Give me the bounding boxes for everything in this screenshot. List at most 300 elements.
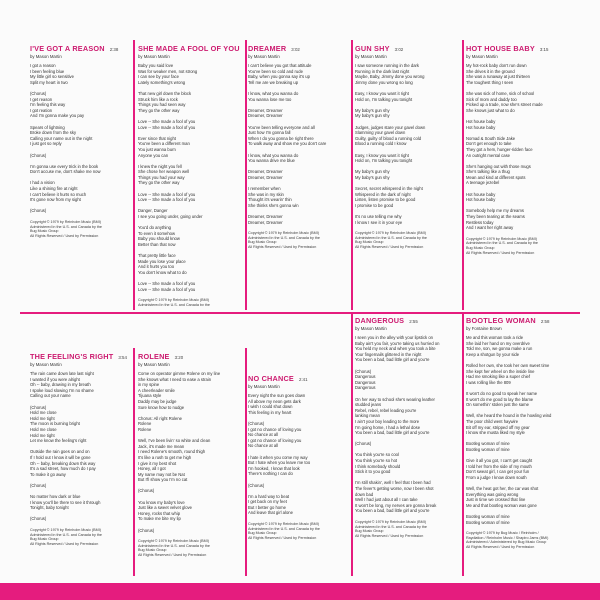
lyric-line: I had a vision: [30, 180, 55, 186]
lyric-line: The moon is burning bright: [30, 421, 80, 427]
lyric-line: Stick it to you good: [355, 469, 391, 475]
lyric-line: Hot house baby: [466, 197, 496, 203]
column-divider: [462, 40, 464, 310]
lyrics: [138, 63, 243, 292]
lyric-line: You'd do anything: [138, 225, 172, 231]
lyric-line: (Chorus): [30, 90, 47, 96]
song-bootleg-woman: [466, 316, 578, 580]
lyric-line: But I'll show you I'm no cat: [138, 477, 188, 483]
lyric-line: I told her from the side of my mouth: [466, 463, 532, 469]
lyric-line: My hot-rock baby don't run down: [466, 63, 527, 68]
lyric-line: Hold on, I'm talking you tonight: [355, 96, 413, 102]
lyric-line: Dreamer, Dreamer: [248, 169, 283, 175]
lyric-line: Well I had just about all I can take: [355, 497, 418, 503]
credit-line: All Rights Reserved / Used by Permission: [248, 245, 317, 249]
lyrics: [30, 371, 130, 522]
credit-line: Administered in the U.S. and Canada by the: [355, 235, 427, 240]
copyright-notice: [248, 231, 348, 249]
column-divider: [351, 314, 353, 576]
lyric-line: Told me, son, we gonna make a run: [466, 346, 533, 352]
lyric-line: I hate it when you come my way: [248, 454, 308, 460]
lyric-line: Nomad & South Side Jake: [466, 135, 516, 141]
lyric-line: Rolled her own, she took her own sweet time: [466, 362, 550, 368]
song-duration: 2:38: [109, 47, 119, 52]
lyric-line: down bad: [355, 491, 374, 497]
lyric-line: I'm feeling this way: [30, 102, 66, 108]
lyric-line: She's talking like a thug: [466, 169, 510, 175]
lyric-line: Love -- She made a fool of you: [138, 191, 196, 197]
lyric-line: Love -- She made a fool of you: [138, 197, 196, 203]
lyric-line: They got a hem, hunger-ridden face: [466, 146, 533, 152]
lyric-line: Outside the rain goes on and on: [30, 449, 90, 455]
song-title: NO CHANCE: [248, 374, 294, 383]
lyrics: [355, 63, 459, 225]
lyric-line: Rolene: [138, 426, 152, 432]
lyric-line: She chose her weapon well: [138, 169, 190, 175]
song-duration: 3:15: [539, 47, 549, 52]
lyric-line: I know, what you wanna do: [248, 152, 299, 158]
lyric-line: Dangerous: [355, 374, 376, 380]
lyric-line: Made you lose your place: [138, 258, 186, 264]
lyric-line: Somebody help me my dreams: [466, 208, 524, 214]
lyric-line: Don't sweat girl, I can get your fun: [466, 469, 530, 475]
lyric-line: You know my baby's love: [138, 499, 185, 505]
lyric-line: I got reation: [30, 107, 53, 113]
lyric-line: Chorus: All right Rolene: [138, 415, 182, 421]
lyric-line: Had me smoking like a super chief: [466, 374, 531, 380]
lyric-line: Sick of mom and daddy too: [466, 96, 517, 102]
lyric-line: I know you'll be there to see it through: [30, 499, 101, 505]
lyric-line: Dreamer, Dreamer: [248, 214, 283, 220]
lyric-line: Every night the sun goes down: [248, 393, 306, 398]
song-dreamer: [248, 44, 348, 306]
copyright-notice: [466, 531, 578, 549]
lyric-line: Come on operator gimme Rolene on my line: [138, 371, 221, 376]
lyric-line: She laid her hand on my overdrive: [466, 340, 530, 346]
lyric-line: She was in my skin: [248, 191, 284, 197]
lyric-line: She knows just what to do: [466, 107, 515, 113]
lyric-line: You've been so cold and rude: [248, 68, 303, 74]
lyric-line: Jimmy done you wrong so long: [355, 79, 413, 85]
lyric-line: Dreamer, Dreamer: [248, 107, 283, 113]
lyric-line: It won't do me good to lay the blame: [466, 396, 534, 402]
lyric-line: Judges, judges stare your gavel down: [355, 124, 426, 130]
song-writer: by Mason Martin: [30, 362, 62, 367]
credit-line: Copyright © 1979 by Reinholm Music (BMI): [248, 231, 319, 236]
credit-line: Copyright © 1979 by Reinholm Music (BMI): [138, 539, 209, 544]
column-divider: [462, 314, 464, 576]
song-writer: by Mason Martin: [355, 54, 387, 59]
lyric-line: Hold on, I'm talking you tonight: [355, 158, 413, 164]
lyric-line: It's a sad street, how much do I pay: [30, 466, 96, 472]
lyrics: [248, 393, 348, 516]
lyric-line: To make me bite my lip: [138, 516, 181, 522]
song-writer: by Mason Martin: [138, 362, 170, 367]
song-title: SHE MADE A FOOL OF YOU: [138, 44, 240, 53]
lyric-line: Hot house baby: [466, 191, 496, 197]
song-writer: by Mason Martin: [355, 326, 387, 331]
lyric-line: Tell me are we breaking up: [248, 79, 299, 85]
song-writer: by Mason Martin: [466, 54, 498, 59]
lyric-line: And leave that girl alone: [248, 510, 293, 516]
copyright-notice: [138, 539, 243, 557]
lyric-line: Baby you said love: [138, 63, 174, 68]
lyric-line: Restless today: [466, 219, 494, 225]
song-writer: by Mason Martin: [248, 54, 280, 59]
lyric-line: Oh -- baby, breaking down this way: [30, 460, 96, 466]
credit-line: All Rights Reserved / Used by Permission: [30, 541, 99, 546]
lyric-line: Dangerous: [355, 379, 376, 385]
lyric-line: You been a bad, bad little girl and you're: [355, 508, 430, 514]
credit-line: Bug Music Group: [30, 229, 59, 234]
lyric-line: Bootleg woman of mine: [466, 446, 510, 452]
lyric-line: Danger, Danger: [138, 208, 168, 214]
lyric-line: To even it somehow: [138, 230, 176, 236]
lyric-line: Dreamer, Dreamer: [248, 113, 283, 119]
lyric-line: (Chorus): [30, 404, 47, 410]
song-dangerous: [355, 316, 459, 580]
row-divider: [20, 312, 580, 314]
credit-line: Bug Music Group: [30, 537, 59, 542]
lyric-line: I see you going under, going under: [138, 214, 203, 220]
lyric-line: Rolene: [138, 421, 152, 427]
lyric-line: Bit off my ear, stripped off my gear: [466, 424, 530, 430]
credit-line: All Rights Reserved / Used by Permission: [248, 535, 317, 540]
credit-line: Bug Music Group: [466, 246, 495, 250]
lyric-line: Thought it's wearin' thin: [248, 197, 292, 203]
lyric-line: (Chorus): [355, 368, 372, 374]
lyric-line: The fever's getting worse, now I been shot: [355, 486, 434, 492]
lyric-line: You wanna drive me blue: [248, 158, 295, 164]
lyric-line: I know she musta liked my style: [466, 430, 525, 436]
credit-line: Administered in the U.S. and Canada by the: [248, 526, 320, 531]
credit-line: All Rights Reserved / Used by Permission: [30, 233, 99, 238]
column-divider: [351, 40, 353, 310]
lyric-line: When I do you gonna be right there: [248, 135, 314, 141]
credit-line: Copyright © 1979 by Reinholm Music (BMI): [138, 298, 209, 303]
lyric-line: (Chorus): [248, 420, 265, 426]
copyright-notice: [355, 520, 459, 538]
lyric-line: Things you had seen way: [138, 102, 186, 108]
lyric-line: Listen, listen promise to be good: [355, 197, 416, 203]
lyric-line: Split my heart in two: [30, 79, 68, 85]
song-hot-house-baby: [466, 44, 576, 306]
credit-line: Bug Music Group: [355, 529, 384, 534]
copyright-notice: [248, 522, 348, 540]
lyric-line: My little girl so sensitive: [30, 74, 74, 80]
song-duration: 2:41: [299, 377, 308, 382]
lyric-line: Hold me close: [30, 410, 57, 416]
lyric-line: I know I see it in your eye: [355, 219, 403, 225]
lyric-line: Daddy may be judge: [138, 398, 177, 404]
lyric-line: You think you're so cool: [355, 452, 399, 458]
lyric-line: Struck him like a rock: [138, 96, 178, 102]
lyric-line: Love -- She made a fool of you: [138, 281, 196, 287]
lyric-line: Baby you should know: [138, 236, 180, 242]
lyric-line: It won't do no good to speak her name: [466, 390, 538, 396]
lyric-line: Baby ain't you fair, you're taking us hurried on: [355, 340, 440, 346]
lyric-line: lanking mean: [355, 413, 380, 419]
song-no-chance: [248, 374, 348, 580]
lyric-line: (Chorus): [30, 152, 47, 158]
song-title: ROLENE: [138, 352, 170, 361]
lyric-line: I can see by your face: [138, 74, 179, 80]
lyric-line: I got no chance of loving you: [248, 426, 302, 432]
lyric-line: Rebel, rebel, rebel leading you're: [355, 407, 417, 413]
lyric-line: I wish I could shut down: [248, 404, 293, 410]
lyric-line: Maybe, Baby, Jimmy done you wrong: [355, 74, 425, 80]
credit-line: All Rights Reserved / Used by Permission: [466, 544, 535, 549]
lyric-line: Let me know the feeling's right: [30, 438, 87, 444]
song-duration: 3:02: [291, 47, 300, 52]
credit-line: Administered in the U.S. and Canada by the: [138, 302, 210, 306]
lyric-line: A cheerleader smile: [138, 387, 175, 393]
lyric-line: She knows what I need to ease a strain: [138, 376, 212, 382]
lyric-line: I need Rolene's smooth, round thigh: [138, 449, 206, 455]
song-title: BOOTLEG WOMAN: [466, 316, 536, 325]
credit-line: Copyright © 1979 by Reinholm Music (BMI): [30, 220, 101, 225]
lyric-line: Calling out your name: [30, 393, 71, 399]
credit-line: Administered in the U.S. and Canada by the: [30, 532, 102, 537]
lyric-line: She was a runaway at just thirteen: [466, 74, 531, 80]
lyric-line: in my spine: [138, 382, 160, 388]
credit-line: Copyright © 1979 by Reinholm Music (BMI): [466, 236, 537, 241]
lyric-line: Like a shining fire at night: [30, 186, 78, 192]
lyric-line: You been a bad, bad little girl and you're: [355, 357, 430, 363]
lyric-line: But I better go home: [248, 504, 286, 510]
lyric-line: If I hold out I know it will be gone: [30, 454, 91, 460]
lyric-line: Picked up a trade, now she's street made: [466, 102, 543, 108]
copyright-notice: [138, 298, 243, 306]
credit-line: All Rights Reserved / Used by Permission: [355, 533, 424, 538]
lyrics: [466, 63, 576, 231]
lyric-line: You think you're so hot: [355, 458, 398, 464]
credit-line: Administered in the U.S. and Canada by the: [138, 543, 210, 548]
lyric-line: Blood a running cold I know: [355, 141, 407, 147]
lyric-line: They go the other way: [138, 107, 180, 113]
lyric-line: The poor child went haywire: [466, 418, 519, 424]
lyric-line: I remember when: [248, 186, 281, 192]
credit-line: Copyright © 1979 by Reinholm Music (BMI): [355, 520, 426, 524]
lyric-line: Things you had your way: [138, 174, 185, 180]
lyric-line: Hold me tight: [30, 415, 55, 421]
lyric-line: Guilty, guilty of blood a running cold: [355, 135, 422, 141]
lyric-line: Don't get enough to take: [466, 141, 512, 147]
column-divider: [133, 348, 135, 576]
lyric-line: Whispered in the dark of night: [355, 191, 411, 197]
lyric-line: I been feeling blue: [30, 68, 65, 74]
lyric-line: It won't be long, my nerves are gonna break: [355, 502, 437, 508]
lyric-line: Bootleg woman of mine: [466, 514, 510, 519]
credit-line: Administered in the U.S. and Canada by the: [30, 224, 102, 229]
lyric-line: I give it my best shot: [138, 460, 177, 466]
lyric-line: You've been a different man: [138, 141, 190, 147]
lyric-line: (Chorus): [30, 482, 47, 488]
lyric-line: She drives it in the ground: [466, 68, 515, 74]
lyric-line: Calling your name out in the night: [30, 135, 93, 141]
song-title: I'VE GOT A REASON: [30, 44, 105, 53]
lyric-line: That new girl down the block: [138, 90, 192, 96]
credit-line: Administered / Administered by Bug Music Group: [466, 540, 547, 545]
credit-line: Administered in the U.S. and Canada by the: [248, 235, 320, 240]
lyric-line: Love -- She made a fool of you: [138, 124, 196, 130]
lyric-line: My name may not be Nat: [138, 471, 185, 477]
lyric-line: Tonight, baby tonight: [30, 505, 69, 511]
lyric-line: I spoke loud slowing I'm no shame: [30, 387, 94, 393]
lyric-line: Love -- She made a fool of you: [138, 118, 196, 124]
lyric-line: All above my neon gets dark: [248, 398, 301, 404]
lyric-line: I knew the night you fell: [138, 163, 182, 169]
lyric-line: I promise to be good: [355, 202, 394, 208]
song-writer: by Mason Martin: [248, 384, 280, 389]
lyric-line: (Chorus): [138, 527, 155, 533]
lyric-line: I ain't your boy leading to the more: [355, 418, 420, 424]
lyric-line: And I want her right away: [466, 225, 514, 231]
credit-line: Administered in the U.S. and Canada by the: [466, 241, 538, 246]
lyric-line: No chance at all: [248, 432, 279, 438]
lyric-line: I'm gonna use every trick in the book: [30, 163, 99, 169]
bottom-band: [0, 583, 600, 600]
lyric-line: Bootleg woman of mine: [466, 441, 510, 447]
lyric-line: The rain came down late last night: [30, 371, 94, 376]
lyric-line: I can't believe you got that attitude: [248, 63, 312, 68]
lyric-line: I think somebody should: [355, 463, 401, 469]
lyrics: [138, 371, 243, 533]
lyric-line: Hold me tight: [30, 432, 55, 438]
lyric-line: You just wanna burn: [138, 146, 176, 152]
lyrics: [248, 63, 348, 225]
lyric-line: Better than that now: [138, 242, 176, 247]
lyric-line: The toughest thing I seen: [466, 79, 514, 85]
lyric-line: You been a bad, bad little girl and you're: [355, 430, 430, 436]
lyric-line: My baby's gun shy: [355, 113, 390, 119]
credit-line: Administered in the U.S. and Canada by the: [355, 524, 427, 529]
credit-line: Bug Music Group: [138, 548, 167, 553]
lyric-line: Just in time we crossed that line: [466, 497, 526, 503]
lyric-line: Secret, secret whispered in the night: [355, 186, 423, 192]
lyric-line: I'm going home, I had a lethal dose: [355, 424, 421, 430]
lyric-line: Your fingernails glittered in the night: [355, 351, 422, 357]
song-duration: 3:02: [394, 47, 404, 52]
lyric-line: I'm hooked, I know that look: [248, 465, 300, 471]
lyric-line: Broke down from the sky: [30, 130, 77, 136]
lyric-line: An outright mental case: [466, 152, 510, 158]
lyric-line: (Chorus): [30, 516, 47, 522]
lyric-line: Dreamer, Dreamer: [248, 219, 283, 225]
copyright-notice: [355, 231, 459, 249]
lyric-line: A teenage jezebel: [466, 180, 500, 186]
lyric-line: But I hate when you leave me too: [248, 460, 311, 466]
lyric-line: It's like a rush to get me high: [138, 454, 192, 460]
lyric-line: You don't know what to do: [138, 269, 187, 275]
lyric-line: It's gone now from my sight: [30, 197, 81, 203]
lyric-line: They been tearing at the seams: [466, 214, 525, 220]
lyrics: [466, 335, 578, 525]
credit-line: Copyright © 1979 by Reinholm Music (BMI): [355, 231, 426, 236]
lyric-line: Keep a shotgun by your side: [466, 351, 520, 357]
lyric-line: Ever since that night: [138, 135, 176, 141]
song-title: THE FEELING'S RIGHT: [30, 352, 114, 361]
lyric-line: No chance at all: [248, 443, 279, 449]
lyric-line: And it hurts you too: [138, 264, 175, 270]
lyric-line: I got no chance of loving you: [248, 437, 302, 443]
lyric-line: Everything was going wrong: [466, 491, 519, 497]
song-title: HOT HOUSE BABY: [466, 44, 535, 53]
lyric-line: She thinks she's gonna win: [248, 202, 299, 208]
lyric-line: Spears of lightning: [30, 124, 65, 130]
lyric-line: My baby's gun shy: [355, 169, 390, 175]
lyric-line: I was rolling like the 809: [466, 379, 511, 385]
credit-line: All Rights Reserved / Used by Permission: [138, 553, 207, 557]
lyric-line: Sure know how to nudge: [138, 404, 185, 410]
lyric-line: I got a reason: [30, 63, 56, 68]
lyric-line: Love -- She made a fool of you: [138, 286, 196, 292]
lyric-line: Hot house baby: [466, 118, 496, 124]
lyric-line: Oh -- baby, drawing in my breath: [30, 382, 91, 388]
lyric-line: There's nothing I can do: [248, 471, 293, 477]
lyric-line: Was for weaker men, not strong: [138, 68, 198, 74]
lyric-line: Just like a sweet velvet glove: [138, 505, 192, 511]
lyric-line: It's no use telling me why: [355, 214, 402, 220]
lyric-line: On her way to school she's wearing leather: [355, 396, 435, 402]
lyric-line: Easy, I know you want it right: [355, 90, 409, 96]
song-title: DREAMER: [248, 44, 287, 53]
lyric-line: Give it all you got, I can't get caught: [466, 458, 533, 464]
credit-line: Copyright © 1979 by Reinholm Music (BMI): [248, 522, 319, 527]
lyric-line: Well, I've been livin' so white and clean: [138, 438, 211, 444]
lyric-line: My baby's gun shy: [355, 107, 390, 113]
lyric-line: I get reason: [30, 96, 53, 102]
lyric-line: Easy, I know you want it right: [355, 152, 409, 158]
credit-line: All Rights Reserved / Used by Permission: [466, 250, 535, 255]
lyric-line: And I'm gonna make you pay: [30, 113, 85, 119]
lyric-line: No matter how dark or blue: [30, 494, 81, 500]
lyric-line: Well, the heat got her, the car was shot: [466, 486, 539, 492]
lyric-line: Honey, all I got: [138, 466, 166, 472]
column-divider: [245, 40, 247, 310]
lyric-line: She was sick of home, sick of school: [466, 90, 535, 96]
lyric-line: Bootleg woman of mine: [466, 519, 510, 525]
lyric-line: On somethin' stolen just the same: [466, 402, 529, 408]
lyric-line: Running in the dark last night: [355, 68, 410, 74]
lyric-line: Hold me close: [30, 426, 57, 432]
song-duration: 3:20: [174, 355, 184, 360]
lyric-line: (Chorus): [248, 482, 265, 488]
lyric-line: (Chorus): [30, 208, 47, 214]
lyric-line: You held my neck and when you took a bite: [355, 346, 436, 352]
lyric-line: This feeling in my heart: [248, 409, 292, 415]
song-writer: by Fontaine Brown: [466, 326, 502, 331]
lyric-line: I can't believe it hurts so much: [30, 191, 87, 197]
lyric-line: Me and this woman took a ride: [466, 335, 524, 340]
lyric-line: Dreamer, Dreamer: [248, 174, 283, 180]
credit-line: Bug Music Group: [248, 240, 277, 245]
lyric-line: Well, she heard the hound in the howling wind: [466, 413, 552, 419]
song-writer: by Mason Martin: [30, 54, 62, 59]
lyric-line: Honey, rocks that whip: [138, 510, 181, 516]
credit-line: Copyright © 1979 by Bug Music / Reinholm /: [466, 531, 539, 536]
copyright-notice: [30, 528, 130, 546]
lyric-line: Jack, it's made me mean: [138, 443, 185, 449]
lyric-line: She kept her wheel on the inside line: [466, 368, 535, 374]
song-gun-shy: [355, 44, 459, 306]
lyric-line: Slamming your gavel down: [355, 130, 406, 136]
song-ive-got-a-reason: [30, 44, 130, 306]
lyric-line: Baby, when you gonna say it's up: [248, 74, 310, 80]
credit-line: All Rights Reserved / Used by Permission: [355, 245, 424, 249]
lyric-line: I just get so reply: [30, 141, 62, 147]
lyric-line: You wanna lose me too: [248, 96, 292, 102]
